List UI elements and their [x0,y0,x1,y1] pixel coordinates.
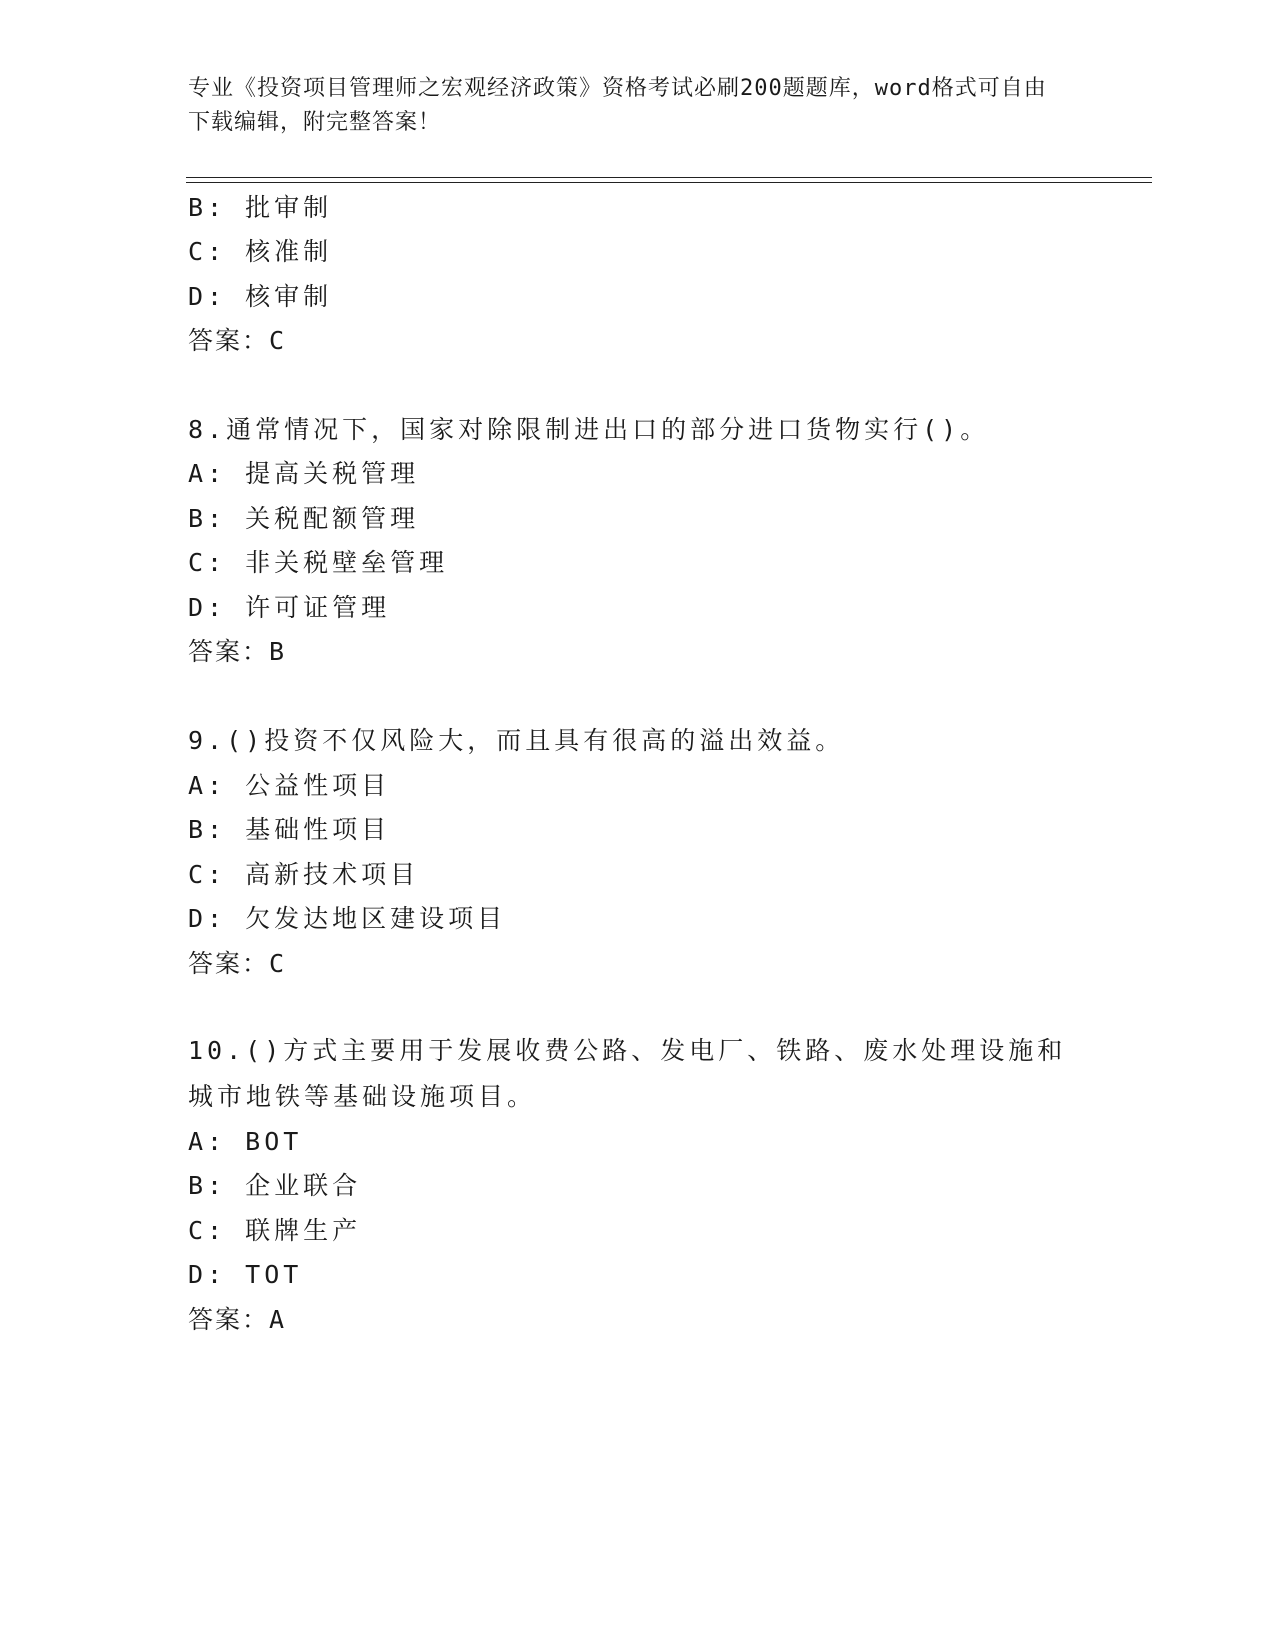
q9-option-d: D: 欠发达地区建设项目 [188,904,507,933]
q7-option-c: C: 核准制 [188,237,333,266]
q8-answer: 答案：B [188,637,287,666]
q8-option-c: C: 非关税壁垒管理 [188,548,449,577]
q9-option-b: B: 基础性项目 [188,815,391,844]
q10-option-a: A: BOT [188,1127,303,1156]
q8-option-a: A: 提高关税管理 [188,459,420,488]
q10-option-d: D: TOT [188,1260,303,1289]
q10-option-c: C: 联牌生产 [188,1216,362,1245]
document-header: 专业《投资项目管理师之宏观经济政策》资格考试必刷200题题库，word格式可自由下载编辑，附完整答案！ [188,76,1047,135]
q8-option-b: B: 关税配额管理 [188,504,420,533]
q7-option-d: D: 核审制 [188,282,333,311]
q9-question: 9.()投资不仅风险大，而且具有很高的溢出效益。 [188,726,845,755]
q7-answer: 答案：C [188,326,287,355]
header-divider-top [186,177,1152,178]
q8-question: 8.通常情况下，国家对除限制进出口的部分进口货物实行()。 [188,415,990,444]
q9-option-a: A: 公益性项目 [188,771,391,800]
q8-option-d: D: 许可证管理 [188,593,391,622]
q9-answer: 答案：C [188,949,287,978]
header-divider-bottom [186,182,1152,183]
q7-option-b: B: 批审制 [188,193,333,222]
q10-question: 10.()方式主要用于发展收费公路、发电厂、铁路、废水处理设施和城市地铁等基础设施项目。 [188,1036,1067,1111]
q9-option-c: C: 高新技术项目 [188,860,420,889]
q10-option-b: B: 企业联合 [188,1171,362,1200]
q10-answer: 答案：A [188,1305,287,1334]
